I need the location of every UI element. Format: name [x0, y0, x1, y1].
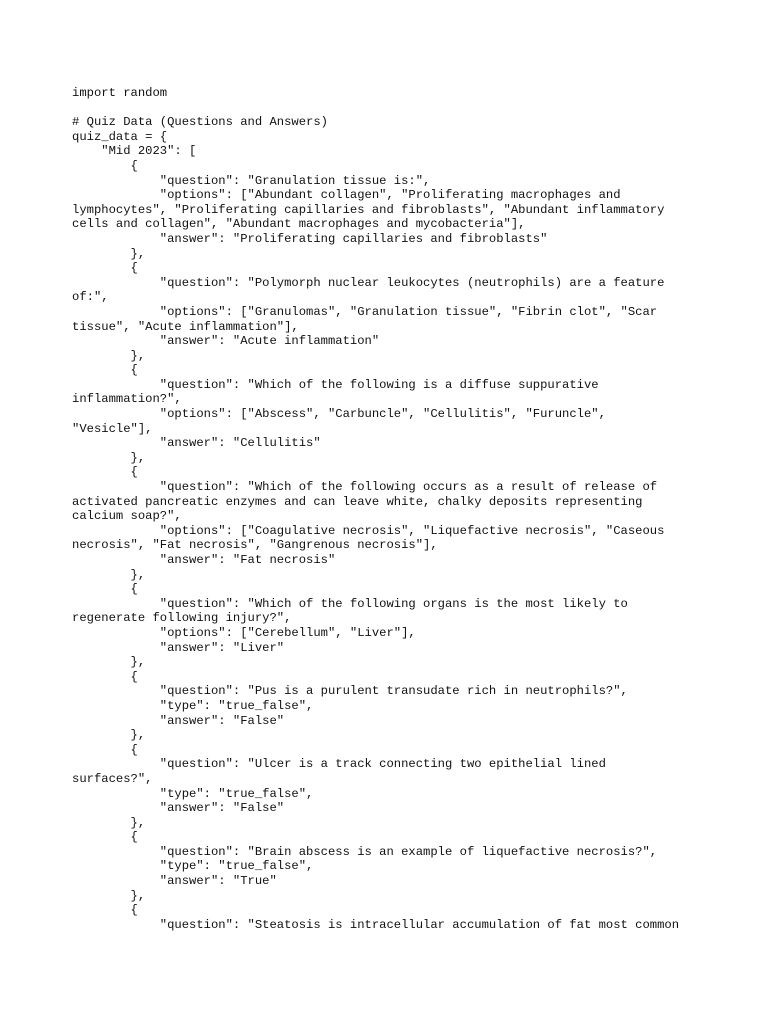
code-line: "type": "true_false", — [72, 786, 314, 801]
code-line: }, — [72, 888, 146, 903]
code-line: }, — [72, 728, 146, 743]
code-line: activated pancreatic enzymes and can leave white, chalky deposits representing — [72, 494, 643, 509]
code-line: { — [72, 742, 138, 757]
code-line: "answer": "Acute inflammation" — [72, 334, 380, 349]
code-line: "question": "Which of the following occurs as a result of release of — [72, 480, 658, 495]
code-line: "answer": "Proliferating capillaries and fibroblasts" — [72, 231, 548, 246]
code-line: regenerate following injury?", — [72, 611, 292, 626]
code-line: }, — [72, 815, 146, 830]
code-line: "type": "true_false", — [72, 859, 314, 874]
code-line: { — [72, 830, 138, 845]
code-line: "type": "true_false", — [72, 698, 314, 713]
code-line: tissue", "Acute inflammation"], — [72, 319, 299, 334]
code-line: "options": ["Coagulative necrosis", "Liquefactive necrosis", "Caseous — [72, 523, 665, 538]
code-line: cells and collagen", "Abundant macrophages and mycobacteria"], — [72, 217, 526, 232]
code-line: "question": "Granulation tissue is:", — [72, 173, 431, 188]
code-line: import random — [72, 86, 168, 100]
code-line: "answer": "Fat necrosis" — [72, 553, 336, 567]
code-line: "options": ["Abundant collagen", "Proliferating macrophages and — [72, 188, 621, 203]
code-line: "answer": "True" — [72, 874, 277, 889]
code-line: "Vesicle"], — [72, 421, 153, 436]
code-line: { — [72, 465, 138, 480]
code-line: }, — [72, 246, 146, 261]
code-line: "answer": "False" — [72, 713, 285, 728]
code-line: { — [72, 582, 138, 597]
code-line: "question": "Polymorph nuclear leukocytes (neutrophils) are a feature — [72, 275, 665, 290]
code-listing — [72, 86, 712, 932]
code-line: "options": ["Granulomas", "Granulation tissue", "Fibrin clot", "Scar — [72, 304, 658, 319]
code-line: }, — [72, 655, 146, 670]
code-line: "question": "Pus is a purulent transudate rich in neutrophils?", — [72, 684, 628, 699]
code-line: # Quiz Data (Questions and Answers) — [72, 115, 328, 130]
code-line: }, — [72, 348, 146, 363]
code-line: "Mid 2023": [ — [72, 144, 197, 159]
code-line: "answer": "Cellulitis" — [72, 436, 321, 451]
code-line: "options": ["Abscess", "Carbuncle", "Cellulitis", "Furuncle", — [72, 407, 606, 422]
code-line: "question": "Brain abscess is an example of liquefactive necrosis?", — [72, 844, 658, 859]
code-line: "question": "Ulcer is a track connecting two epithelial lined — [72, 757, 606, 772]
code-line: "question": "Which of the following organs is the most likely to — [72, 596, 628, 611]
code-line: of:", — [72, 290, 109, 305]
code-line: lymphocytes", "Proliferating capillaries and fibroblasts", "Abundant inflammatory — [72, 202, 665, 217]
code-line: "answer": "Liver" — [72, 640, 285, 655]
code-line: }, — [72, 450, 146, 465]
code-line: quiz_data = { — [72, 129, 168, 144]
code-line: "question": "Steatosis is intracellular accumulation of fat most common — [72, 917, 680, 932]
code-line: surfaces?", — [72, 771, 153, 786]
code-line: calcium soap?", — [72, 509, 182, 524]
code-line: { — [72, 669, 138, 684]
code-line: "options": ["Cerebellum", "Liver"], — [72, 625, 416, 640]
code-line: inflammation?", — [72, 392, 182, 407]
code-line: { — [72, 158, 138, 173]
code-line: }, — [72, 567, 146, 582]
code-line: necrosis", "Fat necrosis", "Gangrenous necrosis"], — [72, 538, 438, 553]
code-line: { — [72, 363, 138, 378]
code-line — [72, 101, 712, 116]
code-line: "question": "Which of the following is a diffuse suppurative — [72, 377, 599, 392]
code-line: "answer": "False" — [72, 801, 285, 816]
code-line: { — [72, 903, 138, 918]
code-line: { — [72, 261, 138, 276]
